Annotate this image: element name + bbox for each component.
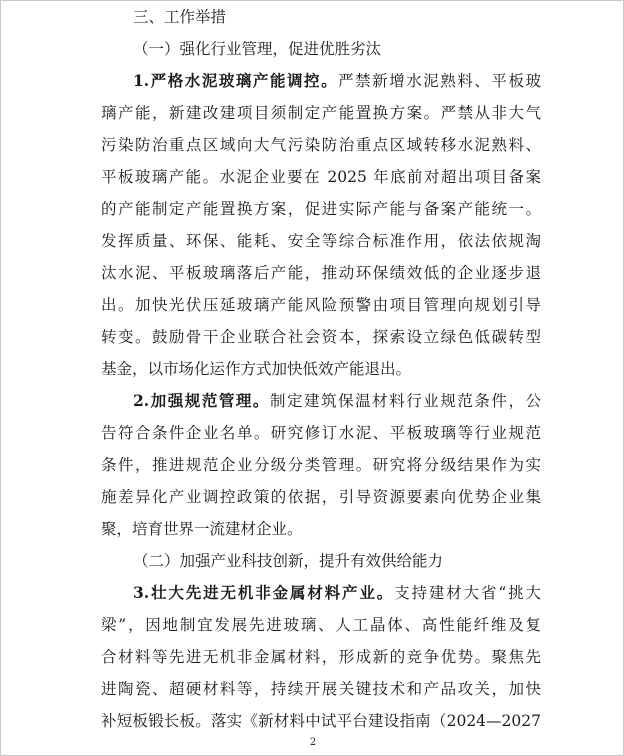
paragraph-line: 告符合条件企业名单。研究修订水泥、平板玻璃等行业规范: [101, 424, 541, 442]
page-number: 2: [309, 737, 317, 748]
section-heading: 三、工作举措: [133, 8, 227, 26]
subsection-heading-1: （一）强化行业管理，促进优胜劣汰: [133, 40, 382, 58]
paragraph-line: [101, 385, 541, 417]
item-2-text: 制定建筑保温材料行业规范条件，公: [269, 392, 541, 410]
paragraph-line: 聚，培育世界一流建材企业。: [101, 520, 303, 538]
paragraph-line: 出。加快光伏压延玻璃产能风险预警由项目管理向规划引导: [101, 296, 541, 314]
paragraph-line: 合材料等先进无机非金属材料，形成新的竞争优势。聚焦先: [101, 648, 541, 666]
paragraph-line: 的产能制定产能置换方案，促进实际产能与备案产能统一。: [101, 200, 541, 218]
paragraph-line: 转变。鼓励骨干企业联合社会资本，探索设立绿色低碳转型: [101, 328, 541, 346]
paragraph-line: 施差异化产业调控政策的依据，引导资源要素向优势企业集: [101, 488, 541, 506]
paragraph-line: 污染防治重点区域向大气污染防治重点区域转移水泥熟料、: [101, 136, 541, 154]
item-1-title: 1.严格水泥玻璃产能调控。: [133, 71, 339, 90]
paragraph-line: 补短板锻长板。落实《新材料中试平台建设指南（2024—2027: [101, 712, 541, 730]
paragraph-line: 发挥质量、环保、能耗、安全等综合标准作用，依法依规淘: [101, 232, 541, 250]
item-1-text: 严禁新增水泥熟料、平板玻: [338, 72, 541, 90]
paragraph-line: 条件，推进规范企业分级分类管理。研究将分级结果作为实: [101, 456, 541, 474]
paragraph-line: 璃产能，新建改建项目须制定产能置换方案。严禁从非大气: [101, 104, 541, 122]
paragraph-line: [101, 65, 541, 97]
subsection-heading-2: （二）加强产业科技创新，提升有效供给能力: [133, 552, 444, 570]
paragraph-line: 基金，以市场化运作方式加快低效产能退出。: [101, 360, 412, 378]
paragraph-line: 汰水泥、平板玻璃落后产能，推动环保绩效低的企业逐步退: [101, 264, 541, 282]
paragraph-line: [101, 577, 541, 609]
document-body: [101, 1, 541, 737]
item-3-title: 3.壮大先进无机非金属材料产业。: [133, 583, 395, 602]
item-3-text: 支持建材大省“挑大: [394, 584, 541, 602]
paragraph-line: 梁”，因地制宜发展先进玻璃、人工晶体、高性能纤维及复: [101, 616, 541, 634]
paragraph-line: 进陶瓷、超硬材料等，持续开展关键技术和产品攻关，加快: [101, 680, 541, 698]
item-2-title: 2.加强规范管理。: [133, 391, 270, 410]
paragraph-line: 平板玻璃产能。水泥企业要在 2025 年底前对超出项目备案: [101, 168, 541, 186]
